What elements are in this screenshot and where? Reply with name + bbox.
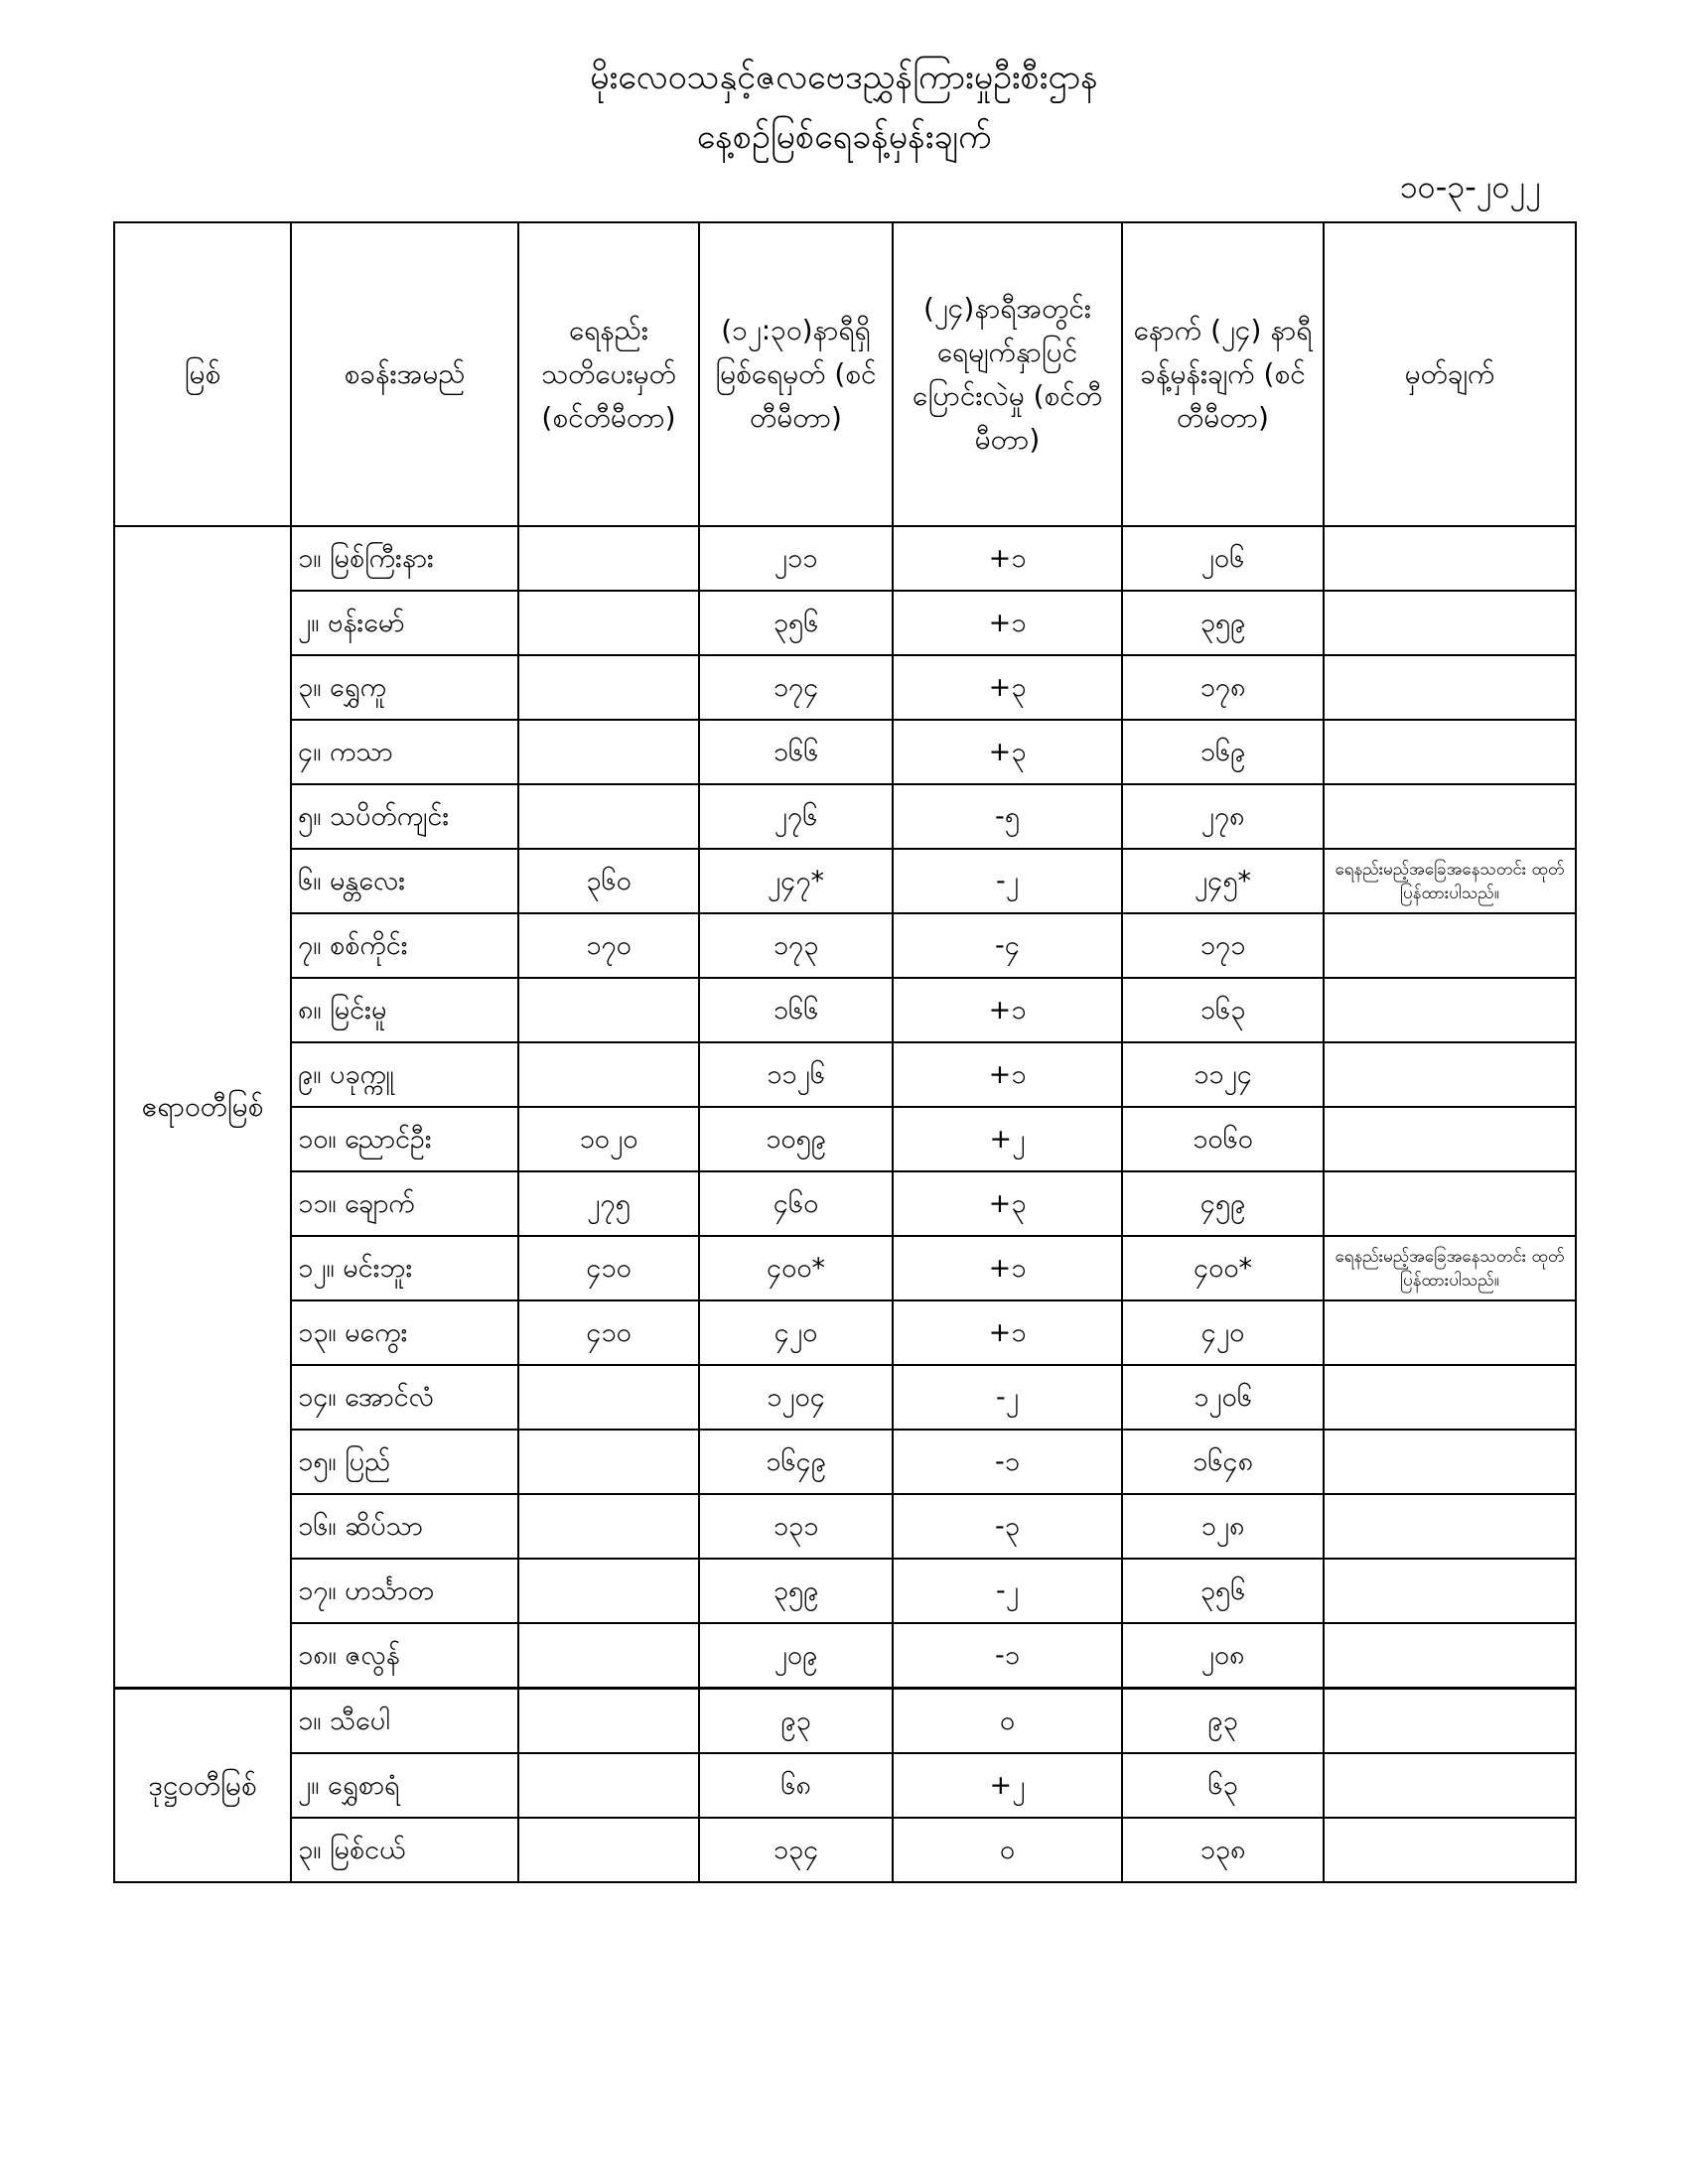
remark-cell (1324, 1753, 1576, 1818)
station-cell: ၁၄။ အောင်လံ (291, 1365, 518, 1430)
level-change-cell: +၃ (893, 1171, 1122, 1236)
low-warning-cell: ၃၆၀ (518, 849, 699, 913)
low-warning-cell (518, 784, 699, 849)
water-level-cell: ၁၆၆ (699, 978, 893, 1042)
station-cell: ၂။ ဗန်းမော် (291, 591, 518, 655)
water-level-cell: ၁၁၂၆ (699, 1042, 893, 1107)
station-cell: ၁၃။ မကွေး (291, 1300, 518, 1365)
forecast-cell: ၂၄၅* (1122, 849, 1324, 913)
remark-cell (1324, 978, 1576, 1042)
table-row (114, 849, 1576, 913)
water-level-cell: ၄၀၀* (699, 1236, 893, 1300)
low-warning-cell (518, 1042, 699, 1107)
remark-cell (1324, 1559, 1576, 1623)
level-change-cell: -၁ (893, 1623, 1122, 1689)
station-cell: ၃။ ရွှေကူ (291, 655, 518, 720)
low-warning-cell (518, 1559, 699, 1623)
water-level-cell: ၁၂၀၄ (699, 1365, 893, 1430)
level-change-cell: ၀ (893, 1818, 1122, 1882)
low-warning-cell: ၂၇၅ (518, 1171, 699, 1236)
low-warning-cell: ၄၁၀ (518, 1236, 699, 1300)
table-row (114, 1623, 1576, 1689)
water-level-cell: ၁၆၄၉ (699, 1430, 893, 1494)
station-cell: ၇။ စစ်ကိုင်း (291, 913, 518, 978)
level-change-cell: +၁ (893, 1042, 1122, 1107)
river-name-cell: ဒုဋ္ဌဝတီမြစ် (114, 1689, 291, 1883)
station-cell: ၁၆။ ဆိပ်သာ (291, 1494, 518, 1559)
level-change-cell: ၀ (893, 1689, 1122, 1754)
column-header-low-warning: ရေနည်း သတိပေးမှတ် (စင်တီမီတာ) (518, 222, 699, 526)
column-header-river: မြစ် (114, 222, 291, 526)
table-row (114, 1365, 1576, 1430)
table-header-row (114, 222, 1576, 526)
table-row (114, 591, 1576, 655)
forecast-cell: ၁၆၉ (1122, 720, 1324, 784)
remark-cell: ရေနည်းမည့်အခြေအနေသတင်း ထုတ်ပြန်ထားပါသည်။ (1324, 849, 1576, 913)
level-change-cell: +၁ (893, 526, 1122, 591)
low-warning-cell (518, 655, 699, 720)
water-level-cell: ၃၅၉ (699, 1559, 893, 1623)
level-change-cell: -၅ (893, 784, 1122, 849)
remark-cell (1324, 1818, 1576, 1882)
level-change-cell: -၂ (893, 1365, 1122, 1430)
river-name-cell: ဧရာဝတီမြစ် (114, 526, 291, 1689)
forecast-cell: ၁၇၁ (1122, 913, 1324, 978)
forecast-cell: ၁၃၈ (1122, 1818, 1324, 1882)
level-change-cell: +၁ (893, 1300, 1122, 1365)
table-body (114, 526, 1576, 1882)
forecast-cell: ၃၅၆ (1122, 1559, 1324, 1623)
low-warning-cell (518, 1818, 699, 1882)
station-cell: ၁၈။ ဇလွန် (291, 1623, 518, 1689)
water-level-cell: ၉၃ (699, 1689, 893, 1754)
remark-cell (1324, 591, 1576, 655)
level-change-cell: +၂ (893, 1107, 1122, 1171)
table-row (114, 1107, 1576, 1171)
station-cell: ၁၁။ ချောက် (291, 1171, 518, 1236)
station-cell: ၁၅။ ပြည် (291, 1430, 518, 1494)
table-row (114, 1689, 1576, 1754)
forecast-cell: ၁၁၂၄ (1122, 1042, 1324, 1107)
station-cell: ၈။ မြင်းမူ (291, 978, 518, 1042)
low-warning-cell (518, 526, 699, 591)
low-warning-cell: ၄၁၀ (518, 1300, 699, 1365)
low-warning-cell (518, 1430, 699, 1494)
station-cell: ၁၀။ ညောင်ဦး (291, 1107, 518, 1171)
forecast-cell: ၁၇၈ (1122, 655, 1324, 720)
water-level-cell: ၂၄၇* (699, 849, 893, 913)
column-header-station: စခန်းအမည် (291, 222, 518, 526)
forecast-cell: ၆၃ (1122, 1753, 1324, 1818)
remark-cell (1324, 720, 1576, 784)
table-row (114, 1818, 1576, 1882)
remark-cell (1324, 526, 1576, 591)
remark-cell (1324, 655, 1576, 720)
forecast-cell: ၄၂၀ (1122, 1300, 1324, 1365)
level-change-cell: -၂ (893, 849, 1122, 913)
table-row (114, 1494, 1576, 1559)
level-change-cell: +၃ (893, 655, 1122, 720)
low-warning-cell (518, 978, 699, 1042)
low-warning-cell (518, 1753, 699, 1818)
water-level-cell: ၁၃၄ (699, 1818, 893, 1882)
station-cell: ၆။ မန္တလေး (291, 849, 518, 913)
forecast-cell: ၁၂၀၆ (1122, 1365, 1324, 1430)
station-cell: ၅။ သပိတ်ကျင်း (291, 784, 518, 849)
table-row (114, 913, 1576, 978)
water-level-cell: ၂၀၉ (699, 1623, 893, 1689)
water-level-cell: ၁၇၃ (699, 913, 893, 978)
remark-cell: ရေနည်းမည့်အခြေအနေသတင်း ထုတ်ပြန်ထားပါသည်။ (1324, 1236, 1576, 1300)
report-date: ၁၀-၃-၂၀၂၂ (1399, 168, 1541, 205)
table-row (114, 1559, 1576, 1623)
forecast-cell: ၃၅၉ (1122, 591, 1324, 655)
water-level-cell: ၄၂၀ (699, 1300, 893, 1365)
table-row (114, 784, 1576, 849)
level-change-cell: -၃ (893, 1494, 1122, 1559)
remark-cell (1324, 913, 1576, 978)
station-cell: ၁။ သီပေါ (291, 1689, 518, 1754)
forecast-cell: ၁၂၈ (1122, 1494, 1324, 1559)
level-change-cell: +၁ (893, 978, 1122, 1042)
table-row (114, 1171, 1576, 1236)
table-row (114, 526, 1576, 591)
remark-cell (1324, 1042, 1576, 1107)
station-cell: ၂။ ရွှေစာရံ (291, 1753, 518, 1818)
page-subtitle: နေ့စဉ်မြစ်ရေခန့်မှန်းချက် (696, 117, 992, 157)
page-title: မိုးလေဝသနှင့်ဇလဗေဒညွှန်ကြားမှုဦးစီးဌာန (590, 58, 1098, 97)
water-level-cell: ၁၀၅၉ (699, 1107, 893, 1171)
level-change-cell: +၁ (893, 591, 1122, 655)
water-level-cell: ၂၇၆ (699, 784, 893, 849)
forecast-cell: ၂၀၆ (1122, 526, 1324, 591)
water-level-cell: ၁၃၁ (699, 1494, 893, 1559)
table-row (114, 720, 1576, 784)
remark-cell (1324, 1623, 1576, 1689)
water-level-cell: ၂၁၁ (699, 526, 893, 591)
table-row (114, 1753, 1576, 1818)
remark-cell (1324, 1689, 1576, 1754)
remark-cell (1324, 784, 1576, 849)
low-warning-cell: ၁၀၂၀ (518, 1107, 699, 1171)
forecast-cell: ၂၇၈ (1122, 784, 1324, 849)
level-change-cell: -၁ (893, 1430, 1122, 1494)
low-warning-cell (518, 1623, 699, 1689)
low-warning-cell (518, 1365, 699, 1430)
level-change-cell: +၂ (893, 1753, 1122, 1818)
column-header-remark: မှတ်ချက် (1324, 222, 1576, 526)
water-level-cell: ၁၇၄ (699, 655, 893, 720)
remark-cell (1324, 1365, 1576, 1430)
remark-cell (1324, 1300, 1576, 1365)
water-level-cell: ၆၈ (699, 1753, 893, 1818)
table-row (114, 655, 1576, 720)
station-cell: ၃။ မြစ်ငယ် (291, 1818, 518, 1882)
remark-cell (1324, 1107, 1576, 1171)
level-change-cell: +၃ (893, 720, 1122, 784)
level-change-cell: -၄ (893, 913, 1122, 978)
forecast-cell: ၁၆၃ (1122, 978, 1324, 1042)
river-level-table (113, 221, 1577, 1883)
column-header-water-level: (၁၂:၃၀)နာရီရှိ မြစ်ရေမှတ် (စင်တီမီတာ) (699, 222, 893, 526)
level-change-cell: +၁ (893, 1236, 1122, 1300)
forecast-cell: ၂၀၈ (1122, 1623, 1324, 1689)
low-warning-cell (518, 1494, 699, 1559)
water-level-cell: ၃၅၆ (699, 591, 893, 655)
forecast-cell: ၁၀၆၀ (1122, 1107, 1324, 1171)
station-cell: ၉။ ပခုက္ကူ (291, 1042, 518, 1107)
forecast-cell: ၁၆၄၈ (1122, 1430, 1324, 1494)
table-row (114, 1236, 1576, 1300)
water-level-cell: ၄၆၀ (699, 1171, 893, 1236)
table-row (114, 1042, 1576, 1107)
station-cell: ၁။ မြစ်ကြီးနား (291, 526, 518, 591)
column-header-change: (၂၄)နာရီအတွင်း ရေမျက်နှာပြင် ပြောင်းလဲမှု (စင်တီမီတာ) (893, 222, 1122, 526)
station-cell: ၄။ ကသာ (291, 720, 518, 784)
table-row (114, 1430, 1576, 1494)
forecast-cell: ၉၃ (1122, 1689, 1324, 1754)
remark-cell (1324, 1494, 1576, 1559)
low-warning-cell (518, 1689, 699, 1754)
column-header-forecast: နောက် (၂၄) နာရီ ခန့်မှန်းချက် (စင်တီမီတာ) (1122, 222, 1324, 526)
level-change-cell: -၂ (893, 1559, 1122, 1623)
station-cell: ၁၂။ မင်းဘူး (291, 1236, 518, 1300)
forecast-cell: ၄၀၀* (1122, 1236, 1324, 1300)
table-row (114, 1300, 1576, 1365)
station-cell: ၁၇။ ဟင်္သာတ (291, 1559, 518, 1623)
remark-cell (1324, 1430, 1576, 1494)
table-row (114, 978, 1576, 1042)
low-warning-cell: ၁၇၀ (518, 913, 699, 978)
low-warning-cell (518, 591, 699, 655)
forecast-cell: ၄၅၉ (1122, 1171, 1324, 1236)
low-warning-cell (518, 720, 699, 784)
water-level-cell: ၁၆၆ (699, 720, 893, 784)
remark-cell (1324, 1171, 1576, 1236)
